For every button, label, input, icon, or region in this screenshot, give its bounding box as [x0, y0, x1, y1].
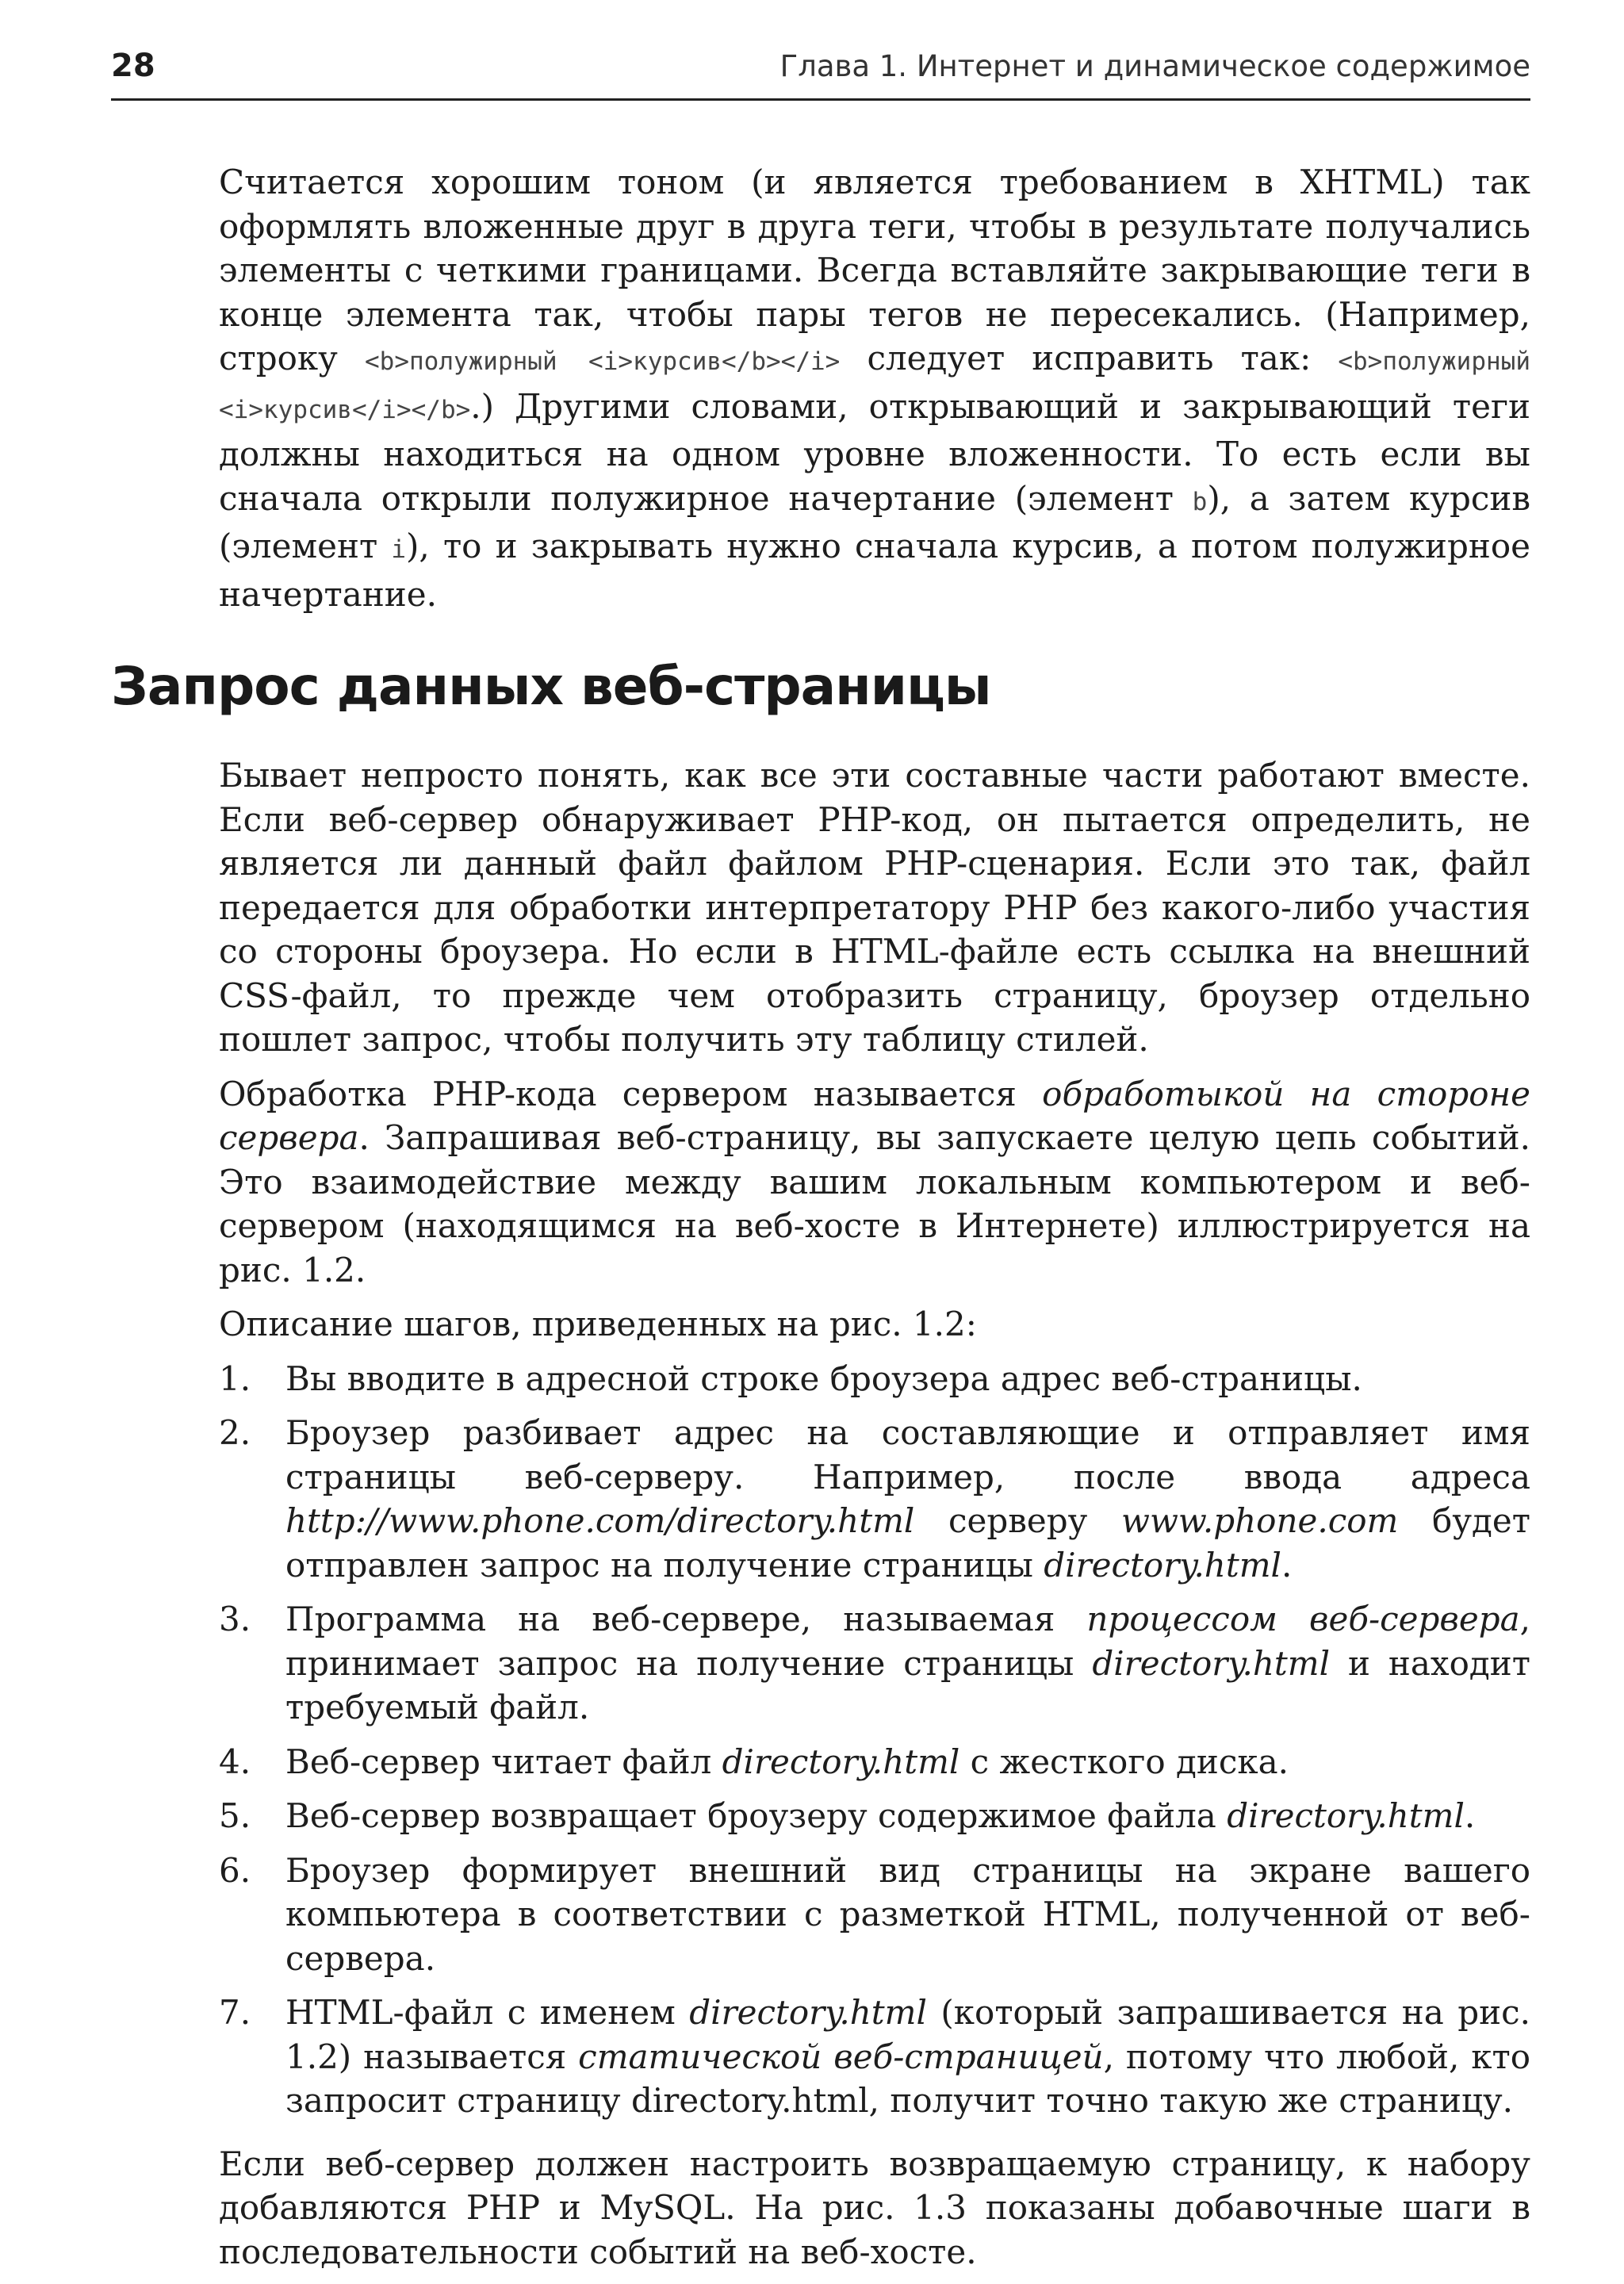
list-item: [219, 1849, 1530, 1981]
list-item: [219, 1991, 1530, 2123]
paragraph-3: Описание шагов, приведенных на рис. 1.2:: [219, 1305, 977, 1343]
intro-text-5: ), то и закрывать нужно сначала курсив, а потом полужирное начертание.: [219, 527, 1530, 614]
term-server-side-processing: обработыкой на стороне сервера: [219, 1074, 1531, 1157]
italic-term: статической веб-страницей: [578, 2037, 1104, 2076]
intro-text-4: ), а затем курсив (элемент: [219, 478, 1530, 565]
paragraph-4: Если веб-сервер должен настроить возвращаемую страницу, к набору добавляются PHP и MySQL. На рис. 1.3 показаны добавочные шаги в последовательности событий на веб-хосте.: [219, 2144, 1530, 2271]
step-text: [285, 1794, 1530, 1838]
step-number: 7.: [219, 1993, 251, 2032]
steps-list: [219, 1357, 1530, 2123]
step-text: [285, 1740, 1530, 1784]
italic-filename: directory.html: [1092, 1643, 1331, 1683]
paragraph-1: Бывает непросто понять, как все эти составные части работают вместе. Если веб-сервер обнаруживает PHP-код, он пытается определить, не является ли данный файл файлом PHP-сценария. Если это так, файл передается для обработки интерпретатору PHP без какого-либо участия со стороны броузера. Но если в HTML-файле есть ссылка на внешний CSS-файл, то прежде чем отобразить страницу, броузер отдельно пошлет запрос, чтобы получить эту таблицу стилей.: [219, 756, 1530, 1059]
step-text: [285, 1597, 1530, 1730]
intro-text-1: Считается хорошим тоном (и является требованием в XHTML) так оформлять вложенные друг в друга теги, чтобы в результате получались элементы с четкими границами. Всегда вставляйте закрывающие теги в конце элемента так, чтобы пары тегов не пересекались. (Например, строку: [219, 163, 1530, 377]
step-number: 4.: [219, 1742, 251, 1781]
page-number: 28: [111, 48, 155, 84]
step-text-part: и находит требуемый файл.: [285, 1643, 1530, 1726]
step-number: 5.: [219, 1796, 251, 1835]
section-body: [219, 753, 1530, 2284]
code-correct-nesting: <b>полужирный <i>курсив</i></b>: [219, 347, 1530, 424]
list-item: [219, 1597, 1530, 1730]
step-text-part: серверу: [914, 1501, 1122, 1540]
step-number: 2.: [219, 1413, 251, 1452]
list-item: [219, 1357, 1530, 1401]
intro-text-2: следует исправить так:: [840, 339, 1339, 377]
step-text: [285, 1849, 1530, 1981]
step-text: [285, 1357, 1530, 1401]
italic-filename: directory.html: [689, 1993, 927, 2032]
step-number: 3.: [219, 1600, 251, 1638]
section-heading: Запрос данных веб-страницы: [111, 656, 991, 717]
italic-filename: directory.html: [1227, 1796, 1465, 1835]
step-text-part: HTML-файл с именем: [285, 1993, 690, 2032]
step-text-part: Веб-сервер возвращает броузеру содержимое файла: [285, 1796, 1228, 1835]
step-text-part: будет отправлен запрос на получение страницы: [285, 1501, 1530, 1585]
step-number: 1.: [219, 1359, 251, 1398]
list-item: [219, 1740, 1530, 1784]
step-text-part: Броузер разбивает адрес на составляющие и отправляет имя страницы веб-серверу. Например, после ввода адреса: [285, 1413, 1530, 1496]
list-item: [219, 1411, 1530, 1587]
code-wrong-nesting: <b>полужирный <i>курсив</b></i>: [365, 347, 841, 376]
step-text-part: Веб-сервер читает файл: [285, 1742, 722, 1781]
step-text-part: Программа на веб-сервере, называемая: [285, 1600, 1087, 1638]
italic-domain: www.phone.com: [1121, 1501, 1399, 1540]
paragraph-2-text-a: Обработка PHP-кода сервером называется: [219, 1074, 1043, 1113]
step-text-part: .: [1464, 1796, 1476, 1835]
intro-paragraph: [219, 160, 1530, 616]
step-text: [285, 1991, 1530, 2123]
page-header: [111, 46, 1530, 101]
step-text-part: с жесткого диска.: [959, 1742, 1289, 1781]
code-i-element: i: [391, 535, 407, 564]
list-item: [219, 1794, 1530, 1838]
italic-filename: directory.html: [1044, 1545, 1281, 1585]
running-title: Глава 1. Интернет и динамическое содержимое: [779, 49, 1530, 83]
paragraph-2: [219, 1072, 1530, 1293]
step-text-part: , принимает запрос на получение страницы: [285, 1600, 1530, 1683]
italic-filename: directory.html: [722, 1742, 960, 1781]
step-number: 6.: [219, 1850, 251, 1890]
step-text-part: Вы вводите в адресной строке броузера адрес веб-страницы.: [285, 1359, 1362, 1398]
italic-url: http://www.phone.com/directory.html: [285, 1501, 915, 1540]
step-text-part: Броузер формирует внешний вид страницы на экране вашего компьютера в соответствии с разметкой HTML, полученной от веб-сервера.: [285, 1850, 1530, 1978]
step-text-part: .: [1281, 1545, 1293, 1585]
paragraph-2-text-b: . Запрашивая веб-страницу, вы запускаете целую цепь событий. Это взаимодействие между вашим локальным компьютером и веб-сервером (находящимся на веб-хосте в Интернете) иллюстрируется на рис. 1.2.: [219, 1118, 1530, 1290]
italic-term: процессом веб-сервера: [1086, 1600, 1520, 1638]
step-text-part: , потому что любой, кто запросит страницу directory.html, получит точно такую же страницу.: [285, 2037, 1530, 2120]
intro-section: [219, 160, 1530, 616]
step-text: [285, 1411, 1530, 1587]
intro-text-3: .) Другими словами, открывающий и закрывающий теги должны находиться на одном уровне вложенности. То есть если вы сначала открыли полужирное начертание (элемент: [219, 386, 1530, 518]
step-text-part: (который запрашивается на рис. 1.2) называется: [285, 1993, 1530, 2076]
code-b-element: b: [1192, 487, 1208, 516]
